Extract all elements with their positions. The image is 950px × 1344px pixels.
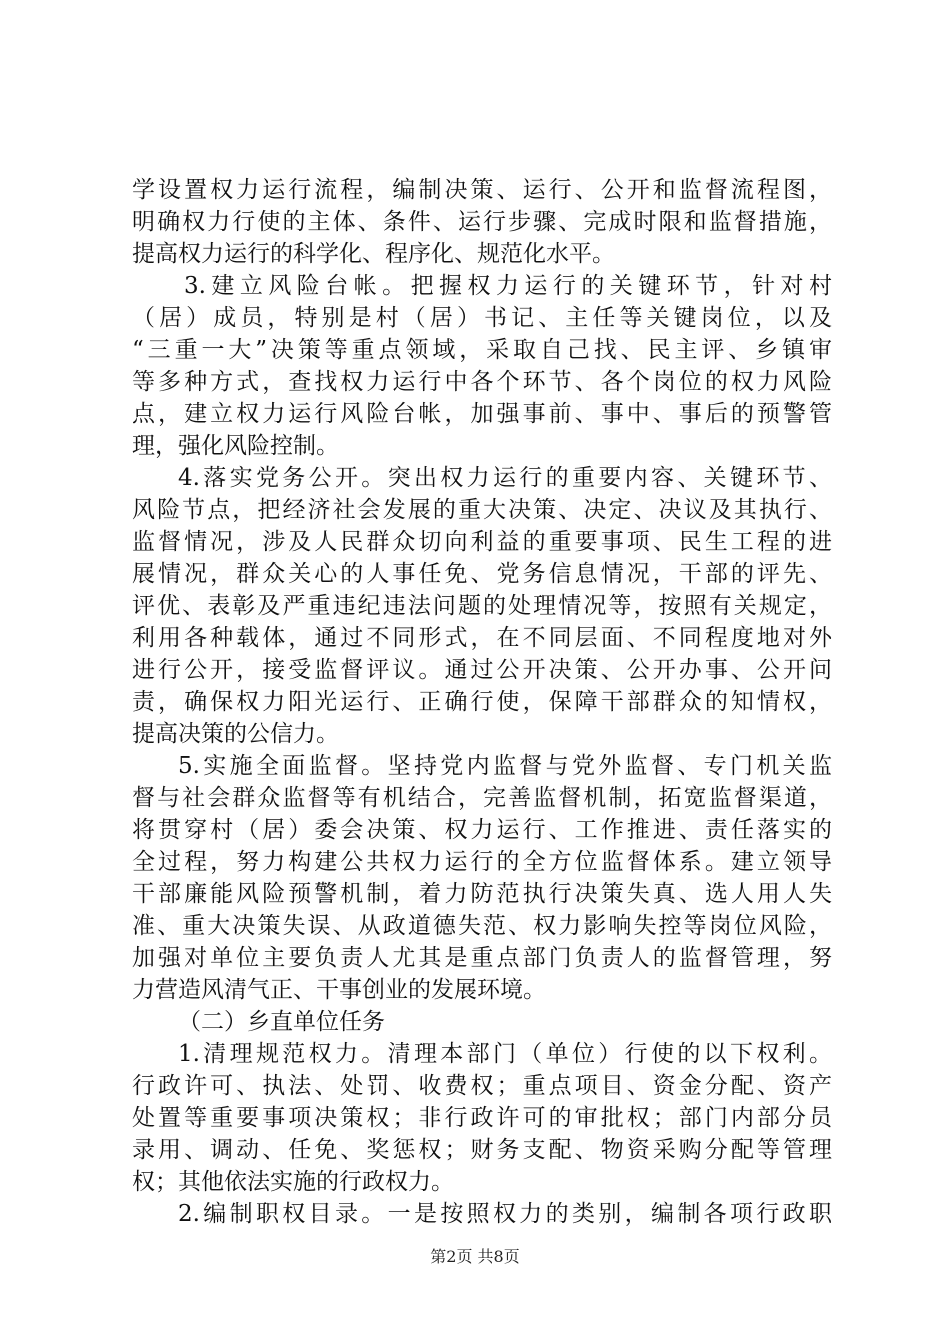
text-line: 提高决策的公信力。 <box>132 721 339 747</box>
text-line: 展情况，群众关心的人事任免、党务信息情况，干部的评先、 <box>132 561 832 587</box>
text-line: 点，建立权力运行风险台帐，加强事前、事中、事后的预警管 <box>132 401 832 427</box>
body-text <box>132 174 832 1230</box>
text-line: 风险节点，把经济社会发展的重大决策、决定、决议及其执行、 <box>132 497 832 523</box>
text-line: 学设置权力运行流程，编制决策、运行、公开和监督流程图， <box>132 177 832 203</box>
text-line: 加强对单位主要负责人尤其是重点部门负责人的监督管理，努 <box>132 945 832 971</box>
text-line: 等多种方式，查找权力运行中各个环节、各个岗位的权力风险 <box>132 369 832 395</box>
text-line: 提高权力运行的科学化、程序化、规范化水平。 <box>132 241 615 267</box>
text-line: （居）成员，特别是村（居）书记、主任等关键岗位，以及 <box>132 305 832 331</box>
text-line: 2.编制职权目录。一是按照权力的类别，编制各项行政职 <box>178 1201 832 1227</box>
text-line: 利用各种载体，通过不同形式，在不同层面、不同程度地对外 <box>132 625 832 651</box>
text-line: 责，确保权力阳光运行、正确行使，保障干部群众的知情权， <box>132 689 832 715</box>
text-line: 权；其他依法实施的行政权力。 <box>132 1169 454 1195</box>
text-line: 行政许可、执法、处罚、收费权；重点项目、资金分配、资产 <box>132 1073 832 1099</box>
text-line: 理，强化风险控制。 <box>132 433 339 459</box>
text-line: 干部廉能风险预警机制，着力防范执行决策失真、选人用人失 <box>132 881 832 907</box>
text-line: 3.建立风险台帐。把握权力运行的关键环节，针对村 <box>184 273 832 299</box>
text-line: 全过程，努力构建公共权力运行的全方位监督体系。建立领导 <box>132 849 832 875</box>
text-line: 准、重大决策失误、从政道德失范、权力影响失控等岗位风险， <box>132 913 832 939</box>
text-line: 评优、表彰及严重违纪违法问题的处理情况等，按照有关规定， <box>132 593 832 619</box>
text-line: 进行公开，接受监督评议。通过公开决策、公开办事、公开问 <box>132 657 832 683</box>
text-line: 4.落实党务公开。突出权力运行的重要内容、关键环节、 <box>178 465 832 491</box>
text-line: 5.实施全面监督。坚持党内监督与党外监督、专门机关监 <box>178 753 832 779</box>
text-line: 明确权力行使的主体、条件、运行步骤、完成时限和监督措施， <box>132 209 832 235</box>
text-line: 力营造风清气正、干事创业的发展环境。 <box>132 977 546 1003</box>
text-line: 1.清理规范权力。清理本部门（单位）行使的以下权利。 <box>178 1041 832 1067</box>
text-line: “三重一大”决策等重点领域，采取自己找、民主评、乡镇审 <box>132 337 832 363</box>
text-line: 将贯穿村（居）委会决策、权力运行、工作推进、责任落实的 <box>132 817 832 843</box>
page-footer: 第2页 共8页 <box>430 1247 520 1266</box>
text-line: 录用、调动、任免、奖惩权；财务支配、物资采购分配等管理 <box>132 1137 832 1163</box>
text-line: 处置等重要事项决策权；非行政许可的审批权；部门内部分员 <box>132 1105 832 1131</box>
text-line: 督与社会群众监督等有机结合，完善监督机制，拓宽监督渠道， <box>132 785 832 811</box>
section-heading: （二）乡直单位任务 <box>178 1009 385 1035</box>
text-line: 监督情况，涉及人民群众切向利益的重要事项、民生工程的进 <box>132 529 832 555</box>
